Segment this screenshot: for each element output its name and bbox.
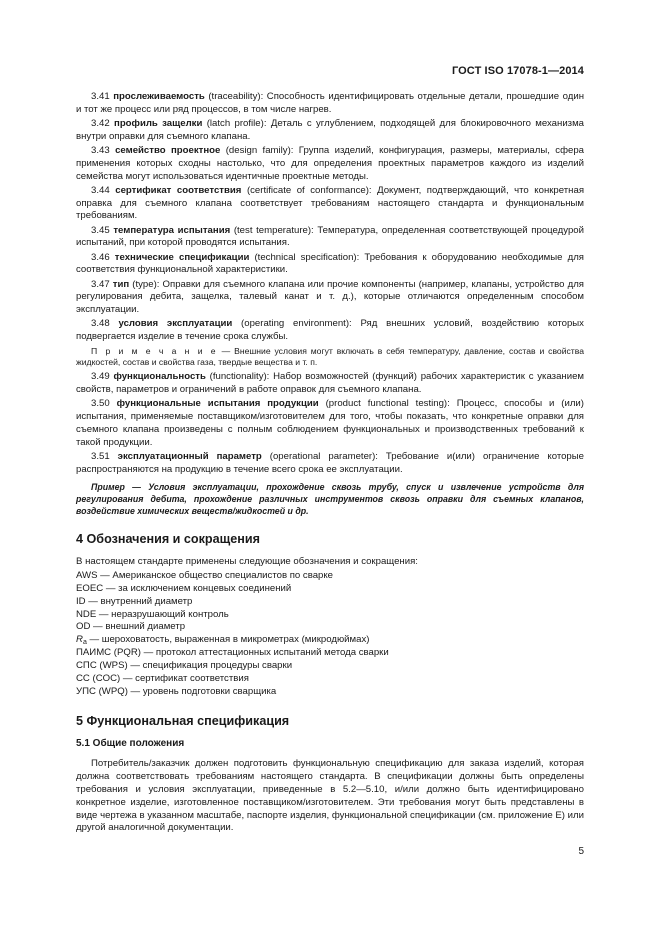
def-text: (traceability): Способность идентифицировать отдельные детали, прошедшие один и тот же процесс или ряд процессов, в том числе нагрев. xyxy=(76,91,584,115)
def-term: прослеживаемость xyxy=(113,91,205,102)
def-term: условия эксплуатации xyxy=(118,318,233,330)
definition-3-49 xyxy=(76,371,584,397)
definition-3-50 xyxy=(76,398,584,449)
def-num: 3.43 xyxy=(91,144,110,156)
abbreviation-item: AWS — Американское общество специалистов по сварке xyxy=(76,569,334,581)
def-term: технические спецификации xyxy=(114,251,250,263)
def-text: (design family): Группа изделий, конфигурация, размеры, материалы, сфера применения которых сходны настолько, что для определения проектных параметров каждого из изделий семейства могут использоваться идентичные проектные методы. xyxy=(76,144,584,182)
def-num: 3.42 xyxy=(91,117,110,129)
def-num: 3.47 xyxy=(91,278,110,290)
ra-symbol: R xyxy=(76,634,83,646)
abbreviation-item: NDE — неразрушающий контроль xyxy=(76,608,229,620)
ra-subscript: a xyxy=(82,639,87,647)
abbreviation-item: ID — внутренний диаметр xyxy=(76,595,193,607)
section-4-heading: 4 Обозначения и сокращения xyxy=(76,532,260,547)
def-text: (latch profile): Деталь с углублением, подходящей для блокировочного механизма внутри оправки для съемного клапана. xyxy=(76,117,585,142)
def-term: профиль защелки xyxy=(114,117,203,129)
def-num: 3.44 xyxy=(91,184,110,196)
abbreviation-item: EOEC — за исключением концевых соединений xyxy=(76,582,292,594)
def-text: (type): Оправки для съемного клапана или прочие компоненты (например, клапаны, устройство для регулирования дебита, защелка, талевый канат и т. д.), которые отличаются определенным способом эксплуатации. xyxy=(76,278,584,316)
note-label: П р и м е ч а н и е xyxy=(91,345,218,356)
abbreviation-item: СС (COC) — сертификат соответствия xyxy=(76,673,249,685)
def-text: (operational parameter): Требование и(или) ограничение которые распространяются на продукцию в течение всего срока ее эксплуатации. xyxy=(76,450,585,475)
def-term: функциональность xyxy=(113,371,206,383)
definition-3-48 xyxy=(76,318,584,344)
section-5-1-paragraph: Потребитель/заказчик должен подготовить функциональную спецификацию для заказа изделий, которая должна соответствовать требованиям настоящего стандарта. В спецификации должны быть определены требования и условия эксплуатации, приведенные в 5.2—5.10, и/или должно быть идентифицировано конкретное изделие, изготовленное поставщиком/изготовителем. Эти требования могут быть представлены в виде чертежа в указанном масштабе, паспорте изделия, функциональной спецификации (см. приложение Е) или другой аналогичной документации. xyxy=(76,758,584,834)
def-term: температура испытания xyxy=(113,224,231,236)
ra-text: — шероховатость, выраженная в микрометрах (микродюймах) xyxy=(86,634,370,646)
definition-3-46 xyxy=(76,252,584,278)
def-num: 3.48 xyxy=(91,318,110,330)
def-num: 3.45 xyxy=(91,224,110,236)
def-term: сертификат соответствия xyxy=(115,184,242,196)
definition-3-51 xyxy=(76,451,584,477)
page-body xyxy=(76,91,584,837)
def-term: эксплуатационный параметр xyxy=(117,450,262,462)
note xyxy=(76,346,584,368)
definition-3-47 xyxy=(76,279,584,317)
note-text: — Внешние условия могут включать в себя температуру, давление, состав и свойства жидкостей, состав и свойства газа, твердые вещества и т. п. xyxy=(76,345,584,368)
definition-3-44 xyxy=(76,185,584,223)
definition-3-45 xyxy=(76,225,584,251)
def-term: функциональные испытания продукции xyxy=(116,398,319,410)
def-text: (operating environment): Ряд внешних условий, воздействию которых подвергается изделие в течение срока службы. xyxy=(76,318,584,343)
abbreviation-item: УПС (WPQ) — уровень подготовки сварщика xyxy=(76,685,277,697)
abbreviation-item: СПС (WPS) — спецификация процедуры сварки xyxy=(76,660,293,672)
document-header: ГОСТ ISO 17078-1—2014 xyxy=(451,65,584,77)
definition-3-41 xyxy=(76,91,584,117)
def-term: тип xyxy=(112,278,130,290)
def-num: 3.51 xyxy=(91,450,110,462)
section-5-heading: 5 Функциональная спецификация xyxy=(76,713,290,728)
section-4-intro: В настоящем стандарте применены следующие обозначения и сокращения: xyxy=(76,556,418,568)
definition-3-43 xyxy=(76,145,584,183)
definition-3-42 xyxy=(76,118,584,144)
abbreviation-item: OD — внешний диаметр xyxy=(76,621,186,633)
def-text: (certificate of conformance): Документ, подтверждающий, что конкретная оправка для съемного клапана соответствует требованиям настоящего стандарта и функциональным требованиям. xyxy=(76,184,585,222)
def-num: 3.41 xyxy=(91,91,110,102)
def-num: 3.49 xyxy=(91,371,110,383)
def-text: (product functional testing): Процесс, способы и (или) испытания, применяемые поставщиком/изготовителем для того, чтобы показать, что конкретные оправки для съемного клапана произведены с полным соблюдением функциональных и производственных требований к такой продукции. xyxy=(76,398,584,448)
section-5-1-heading: 5.1 Общие положения xyxy=(76,737,185,749)
def-text: (functionality): Набор возможностей (функций) рабочих характеристик с указанием свойств, параметров и ограничений в работе оправок для съемного клапана. xyxy=(76,371,584,396)
def-text: (technical specification): Требования к оборудованию необходимые для соответствия функциональной характеристики. xyxy=(76,251,585,276)
def-text: (test temperature): Температура, определенная соответствующей процедурой испытаний, при которой проводятся испытания. xyxy=(76,224,584,249)
def-num: 3.46 xyxy=(91,251,110,263)
def-term: семейство проектное xyxy=(115,144,221,156)
abbreviation-item: ПАИМС (PQR) — протокол аттестационных испытаний метода сварки xyxy=(76,647,389,659)
page-number: 5 xyxy=(578,846,584,857)
def-num: 3.50 xyxy=(91,398,110,410)
abbreviation-item-ra xyxy=(76,634,584,647)
example-paragraph: Пример — Условия эксплуатации, прохождение сквозь трубу, спуск и извлечение устройств для регулирования дебита, прохождение различных инструментов сквозь оправки для съемных клапанов, воздействие химических веществ/жидкостей и др. xyxy=(76,482,584,516)
